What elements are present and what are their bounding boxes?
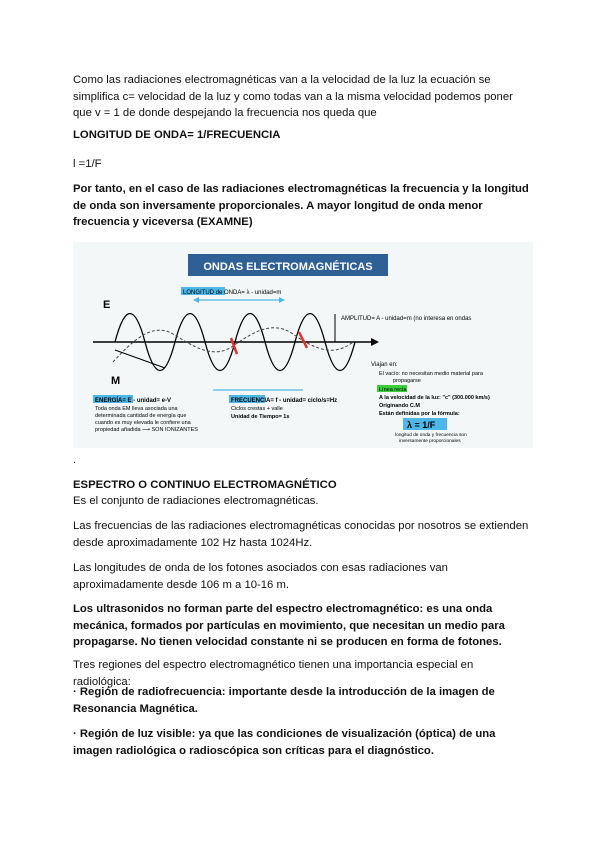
axis-arrowhead [371, 338, 379, 346]
frecuencia-line-2: Unidad de Tiempo= 1s [231, 414, 290, 420]
formula-caption-1: longitud de onda y frecuencia son [395, 433, 467, 438]
figure-formula: λ = 1/F [407, 420, 436, 430]
intro-paragraph: Como las radiaciones electromagnéticas van a la velocidad de la luz la ecuación se simplifica c= velocidad de la luz y como todas van a la misma velocidad podemos poner que v = 1 de donde despejando la frecuencia nos queda que [73, 74, 513, 119]
viajan-title: Viajan en: [371, 362, 398, 368]
axis-label-e: E [103, 299, 111, 311]
por-tanto-paragraph: Por tanto, en el caso de las radiaciones electromagnéticas la frecuencia y la longitud de onda son inversamente proporcionales. A mayor longitud de onda menor frecuencia y viceversa (EXAMNE) [73, 183, 529, 228]
energia-label: ENERGÍA= E - unidad= e-V [95, 398, 172, 404]
frecuencia-line-1: Ciclos crestas + valle [231, 406, 283, 412]
viajan-line-4: A la velocidad de la luz: "c" (300.000 km/s) [379, 395, 490, 401]
frecuencia-label: FRECUENCIA= f - unidad= ciclo/s=Hz [231, 398, 338, 404]
energia-line-4: propiedad añadida ⟶ SON IONIZANTES [95, 427, 198, 433]
amplitud-label: AMPLITUD= A - unidad=m (no interesa en ondas [341, 316, 472, 322]
formula-line: l =1/F [73, 158, 102, 170]
espectro-heading: ESPECTRO O CONTINUO ELECTROMAGNÉTICO [73, 479, 337, 491]
dot-separator: . [73, 454, 77, 466]
figure-title: ONDAS ELECTROMAGNÉTICAS [203, 261, 373, 273]
longitudes-paragraph: Las longitudes de onda de los fotones asociados con esas radiaciones van aproximadamente desde 106 m a 10-16 m. [73, 562, 448, 591]
red-marker-2 [299, 332, 307, 348]
viajan-line-2: propagarse [393, 378, 421, 384]
viajan-line-5: Originando C.M [379, 403, 420, 409]
energia-line-1: Toda onda EM lleva asociada una [95, 406, 178, 412]
tres-regiones-paragraph: Tres regiones del espectro electromagnético tienen una importancia especial en radiológica: [73, 659, 474, 688]
longitud-heading: LONGITUD DE ONDA= 1/FRECUENCIA [73, 129, 281, 141]
luz-visible-item: · Región de luz visible: ya que las condiciones de visualización (óptica) de una imagen radiológica o radioscópica son críticas para el diagnóstico. [73, 728, 496, 757]
viajan-line-1: El vacío: no necesitan medio material para [379, 371, 483, 377]
energia-line-3: cuando es muy elevada le confiere una [95, 420, 191, 426]
energia-line-2: determinada cantidad de energía que [95, 413, 187, 419]
viajan-line-3: Línea recta [379, 387, 407, 393]
ultrasonidos-paragraph: Los ultrasonidos no forman parte del espectro electromagnético: es una onda mecánica, formados por partículas en movimiento, que necesitan un medio para propagarse. No tienen velocidad constante ni se producen en forma de fotones. [73, 603, 505, 648]
m-axis-line [115, 350, 165, 368]
formula-caption-2: inversamente proporcionales [399, 439, 461, 444]
radiofrecuencia-item: · Región de radiofrecuencia: importante desde la introducción de la imagen de Resonancia Magnética. [73, 686, 495, 715]
frecuencias-paragraph: Las frecuencias de las radiaciones electromagnéticas conocidas por nosotros se extienden desde aproximadamente 102 Hz hasta 1024Hz. [73, 520, 529, 549]
axis-label-m: M [111, 375, 121, 387]
espectro-definition: Es el conjunto de radiaciones electromagnéticas. [73, 495, 319, 507]
electromagnetic-waves-figure [73, 242, 533, 448]
viajan-line-6: Están definidas por la fórmula: [379, 411, 460, 417]
longitud-label: LONGITUD de ONDA= λ - unidad=m [183, 290, 282, 296]
